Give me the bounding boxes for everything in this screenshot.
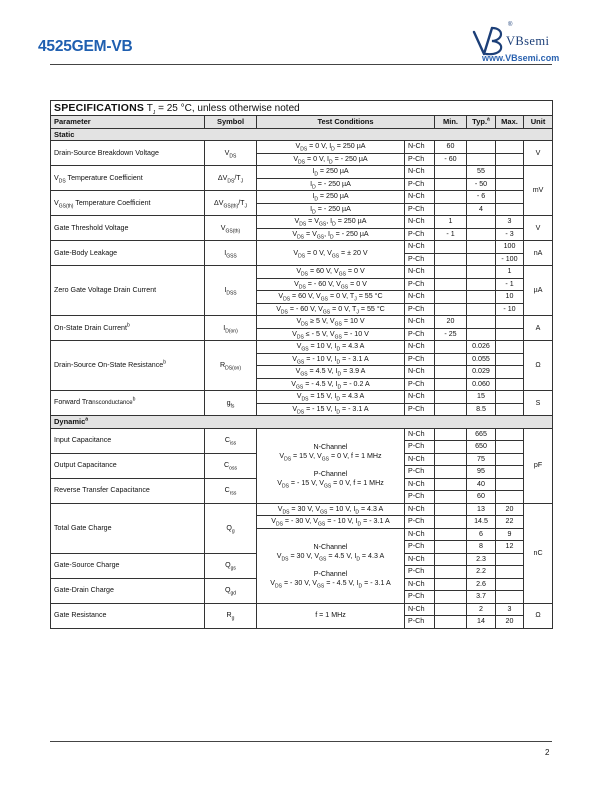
symbol-qgd: $Q_{gd}$ [205,578,257,603]
symbol-ciss: $C_{iss}$ [205,428,257,453]
typ-qgs-p: 2.2 [467,566,496,579]
page-number: 2 [545,748,550,757]
cond-idss-4: $V_{DS}$ = - 60 V, $V_{GS} = 0$ V, $T_J = 55$ °C [257,303,405,316]
cond-idss-2: $V_{DS}$ = - 60 V, $V_{GS} = 0$ V [257,278,405,291]
channel-n: N-Ch [405,291,435,304]
column-header-row [51,116,553,129]
max-vth-n: 3 [496,216,524,229]
param-coss: Output Capacitance [51,453,205,478]
min-bvdss-n: 60 [435,141,467,154]
channel-n: N-Ch [405,241,435,254]
cond-vth-p: $V_{DS} = V_{GS}$, $I_D$ = - 250 µA [257,228,405,241]
channel-p: P-Ch [405,303,435,316]
max-idss-4: - 10 [496,303,524,316]
cond-capacitance: N-Channel $V_{DS} = 15$ V, $V_{GS} = 0$ V, f = 1 MHz P-Channel $V_{DS}$ = - 15 V, $V_{GS} = 0$ V, f = 1 MHz [257,428,405,503]
channel-n: N-Ch [405,316,435,329]
section-dynamic [51,416,553,429]
table-row [51,191,553,204]
channel-p: P-Ch [405,516,435,529]
cond-vth-n: $V_{DS} = V_{GS}$, $I_D = 250$ µA [257,216,405,229]
channel-p: P-Ch [405,541,435,554]
symbol-vgsth: $V_{GS(th)}$ [205,216,257,241]
cond-igss: $V_{DS} = 0$ V, $V_{GS}$ = ± 20 V [257,241,405,266]
channel-n: N-Ch [405,453,435,466]
typ-vds-tc-p: - 50 [467,178,496,191]
channel-n: N-Ch [405,391,435,404]
cond-gfs-p: $V_{DS}$ = - 15 V, $I_D$ = - 3.1 A [257,403,405,416]
param-qgs: Gate-Source Charge [51,553,205,578]
channel-p: P-Ch [405,153,435,166]
channel-n: N-Ch [405,478,435,491]
specifications-table [50,100,553,629]
max-rg-n: 3 [496,603,524,616]
param-vgs-tc: $V_{GS(th)}$ Temperature Coefficient [51,191,205,216]
col-max: Max. [496,116,524,129]
symbol-dvgs: $\Delta V_{GS(th)}/T_J$ [205,191,257,216]
section-static-label: Static [51,128,553,141]
max-qg-4: 12 [496,541,524,554]
typ-qgs-n: 2.3 [467,553,496,566]
symbol-crss: $C_{rss}$ [205,478,257,503]
channel-p: P-Ch [405,566,435,579]
max-igss-p: - 100 [496,253,524,266]
channel-n: N-Ch [405,578,435,591]
param-crss: Reverse Transfer Capacitance [51,478,205,503]
channel-n: N-Ch [405,503,435,516]
cond-vgs-tc-n: $I_D = 250$ µA [257,191,405,204]
max-idss-2: - 1 [496,278,524,291]
symbol-dvds: $\Delta V_{DS}/T_J$ [205,166,257,191]
cond-vds-tc-n: $I_D = 250$ µA [257,166,405,179]
param-rg: Gate Resistance [51,603,205,628]
typ-vgs-tc-p: 4 [467,203,496,216]
col-test-conditions: Test Conditions [257,116,435,129]
max-rg-p: 20 [496,616,524,629]
typ-gfs-p: 8.5 [467,403,496,416]
unit-tc: mV [524,166,553,216]
section-static [51,128,553,141]
channel-n: N-Ch [405,366,435,379]
table-row [51,503,553,516]
table-row [51,216,553,229]
param-qgd: Gate-Drain Charge [51,578,205,603]
max-idss-1: 1 [496,266,524,279]
channel-p: P-Ch [405,403,435,416]
channel-p: P-Ch [405,378,435,391]
symbol-qg: $Q_g$ [205,503,257,553]
unit-capacitance: pF [524,428,553,503]
channel-n: N-Ch [405,166,435,179]
table-row [51,166,553,179]
table-row [51,428,553,441]
typ-crss-n: 40 [467,478,496,491]
col-typ: Typ.$^a$ [467,116,496,129]
table-row [51,391,553,404]
brand-name: VBsemi [506,34,550,48]
cond-rdson-4: $V_{GS}$ = - 4.5 V, $I_D$ = - 0.2 A [257,378,405,391]
channel-p: P-Ch [405,228,435,241]
min-idon-p: - 25 [435,328,467,341]
channel-p: P-Ch [405,353,435,366]
typ-rdson-3: 0.029 [467,366,496,379]
cond-rdson-2: $V_{GS}$ = - 10 V, $I_D$ = - 3.1 A [257,353,405,366]
cond-bvdss-p: $V_{DS} = 0$ V, $I_D$ = - 250 µA [257,153,405,166]
channel-n: N-Ch [405,141,435,154]
typ-qg-1: 13 [467,503,496,516]
cond-qg-1: $V_{DS} = 30$ V, $V_{GS} = 10$ V, $I_D = 4.3$ A [257,503,405,516]
param-vds-tc: $V_{DS}$ Temperature Coefficient [51,166,205,191]
typ-ciss-n: 665 [467,428,496,441]
symbol-vds: $V_{DS}$ [205,141,257,166]
max-igss-n: 100 [496,241,524,254]
channel-p: P-Ch [405,441,435,454]
max-qg-1: 20 [496,503,524,516]
param-bvdss: Drain-Source Breakdown Voltage [51,141,205,166]
typ-vgs-tc-n: - 6 [467,191,496,204]
typ-qg-3: 6 [467,528,496,541]
unit-charge: nC [524,503,553,603]
typ-vds-tc-n: 55 [467,166,496,179]
param-ciss: Input Capacitance [51,428,205,453]
cond-idon-n: $V_{DS} \ge 5$ V, $V_{GS} = 10$ V [257,316,405,329]
typ-coss-n: 75 [467,453,496,466]
table-title-row [51,101,553,116]
channel-p: P-Ch [405,466,435,479]
symbol-gfs: $g_{fs}$ [205,391,257,416]
param-idss: Zero Gate Voltage Drain Current [51,266,205,316]
typ-gfs-n: 15 [467,391,496,404]
footer-rule [50,741,552,742]
unit-rg: Ω [524,603,553,628]
symbol-rdson: $R_{DS(on)}$ [205,341,257,391]
cond-vgs-tc-p: $I_D$ = - 250 µA [257,203,405,216]
cond-rg: f = 1 MHz [257,603,405,628]
param-igss: Gate-Body Leakage [51,241,205,266]
channel-p: P-Ch [405,328,435,341]
channel-p: P-Ch [405,278,435,291]
channel-n: N-Ch [405,266,435,279]
col-unit: Unit [524,116,553,129]
registered-mark: ® [508,22,513,28]
cond-qg-2: $V_{DS}$ = - 30 V, $V_{GS}$ = - 10 V, $I_D$ = - 3.1 A [257,516,405,529]
unit-gfs: S [524,391,553,416]
unit-rdson: Ω [524,341,553,391]
typ-ciss-p: 650 [467,441,496,454]
symbol-igss: $I_{GSS}$ [205,241,257,266]
channel-p: P-Ch [405,253,435,266]
channel-n: N-Ch [405,216,435,229]
table-row [51,266,553,279]
table-row [51,316,553,329]
cond-vds-tc-p: $I_D$ = - 250 µA [257,178,405,191]
typ-qgd-n: 2.6 [467,578,496,591]
cond-rdson-3: $V_{GS} = 4.5$ V, $I_D = 3.9$ A [257,366,405,379]
max-vth-p: - 3 [496,228,524,241]
typ-rg-n: 2 [467,603,496,616]
max-idss-3: 10 [496,291,524,304]
typ-qgd-p: 3.7 [467,591,496,604]
typ-coss-p: 95 [467,466,496,479]
channel-p: P-Ch [405,591,435,604]
cond-rdson-1: $V_{GS} = 10$ V, $I_D = 4.3$ A [257,341,405,354]
website-link[interactable]: www.VBsemi.com [482,53,560,63]
table-row [51,241,553,254]
part-number: 4525GEM-VB [38,38,133,55]
col-min: Min. [435,116,467,129]
channel-n: N-Ch [405,603,435,616]
channel-n: N-Ch [405,528,435,541]
param-vth: Gate Threshold Voltage [51,216,205,241]
param-qg: Total Gate Charge [51,503,205,553]
channel-n: N-Ch [405,191,435,204]
unit-igss: nA [524,241,553,266]
unit-idss: µA [524,266,553,316]
typ-rdson-4: 0.060 [467,378,496,391]
typ-rdson-2: 0.055 [467,353,496,366]
table-row [51,341,553,354]
channel-p: P-Ch [405,616,435,629]
max-qg-2: 22 [496,516,524,529]
symbol-qgs: $Q_{gs}$ [205,553,257,578]
table-title: SPECIFICATIONS $T_J = 25$ °C, unless otherwise noted [51,101,553,116]
typ-qg-4: 8 [467,541,496,554]
symbol-coss: $C_{oss}$ [205,453,257,478]
typ-rdson-1: 0.026 [467,341,496,354]
param-rdson: Drain-Source On-State Resistance$^b$ [51,341,205,391]
channel-n: N-Ch [405,341,435,354]
cond-charge: N-Channel $V_{DS} = 30$ V, $V_{GS} = 4.5$ V, $I_D = 4.3$ A P-Channel $V_{DS}$ = - 30 V, $V_{GS}$ = - 4.5 V, $I_D$ = - 3.1 A [257,528,405,603]
cond-bvdss-n: $V_{DS} = 0$ V, $I_D = 250$ µA [257,141,405,154]
min-bvdss-p: - 60 [435,153,467,166]
typ-rg-p: 14 [467,616,496,629]
channel-p: P-Ch [405,178,435,191]
unit-idon: A [524,316,553,341]
unit-vth: V [524,216,553,241]
channel-n: N-Ch [405,553,435,566]
cond-idss-3: $V_{DS} = 60$ V, $V_{GS} = 0$ V, $T_J = 55$ °C [257,291,405,304]
channel-p: P-Ch [405,491,435,504]
param-gfs: Forward Transconductance$^b$ [51,391,205,416]
min-vth-n: 1 [435,216,467,229]
typ-qg-2: 14.5 [467,516,496,529]
unit-bvdss: V [524,141,553,166]
table-row [51,141,553,154]
table-row [51,603,553,616]
typ-crss-p: 60 [467,491,496,504]
min-vth-p: - 1 [435,228,467,241]
channel-p: P-Ch [405,203,435,216]
section-dynamic-label: Dynamic$^a$ [51,416,553,429]
channel-n: N-Ch [405,428,435,441]
cond-gfs-n: $V_{DS} = 15$ V, $I_D = 4.3$ A [257,391,405,404]
col-symbol: Symbol [205,116,257,129]
symbol-rg: $R_g$ [205,603,257,628]
symbol-idss: $I_{DSS}$ [205,266,257,316]
min-idon-n: 20 [435,316,467,329]
col-parameter: Parameter [51,116,205,129]
cond-idon-p: $V_{DS}$ ≤ - 5 V, $V_{GS}$ = - 10 V [257,328,405,341]
max-qg-3: 9 [496,528,524,541]
header-rule [50,64,552,65]
symbol-idon: $I_{D(on)}$ [205,316,257,341]
cond-idss-1: $V_{DS} = 60$ V, $V_{GS} = 0$ V [257,266,405,279]
param-idon: On-State Drain Current$^b$ [51,316,205,341]
